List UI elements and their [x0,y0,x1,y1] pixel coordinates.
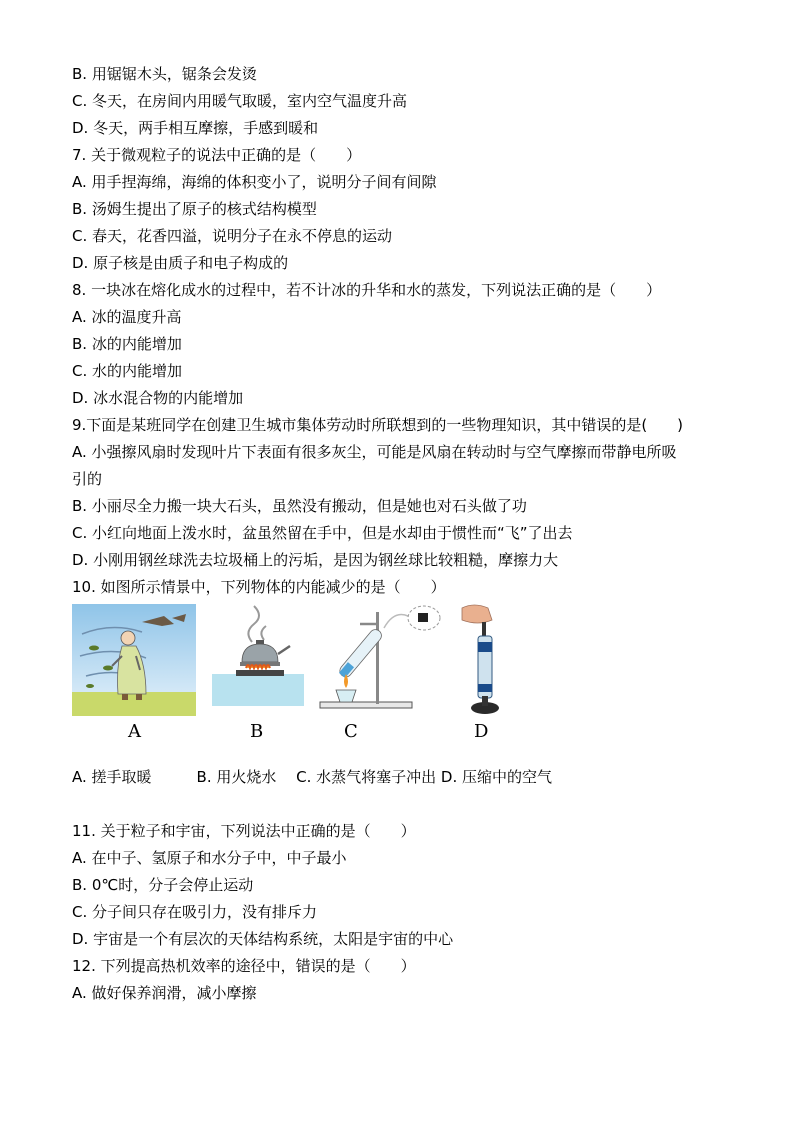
figure-a-person-in-wind [72,604,196,742]
q7-stem: 7. 关于微观粒子的说法中正确的是（ ） [72,146,362,164]
q11-option-a: A. 在中子、氢原子和水分子中，中子最小 [72,849,347,867]
figure-d-label: D [474,721,489,742]
q11-option-c: C. 分子间只存在吸引力，没有排斥力 [72,903,318,921]
figure-b-kettle-on-stove [212,604,304,742]
q12-option-a: A. 做好保养润滑，减小摩擦 [72,984,257,1002]
figure-d-air-compressor [452,604,514,742]
q12-stem: 12. 下列提高热机效率的途径中，错误的是（ ） [72,957,416,975]
q7-option-d: D. 原子核是由质子和电子构成的 [72,254,289,272]
q7-option-c: C. 春天，花香四溢，说明分子在永不停息的运动 [72,227,393,245]
figure-a-label: A [128,721,141,742]
q8-stem: 8. 一块冰在熔化成水的过程中，若不计冰的升华和水的蒸发，下列说法正确的是（ ） [72,281,662,299]
q7-option-a: A. 用手捏海绵，海绵的体积变小了，说明分子间有间隙 [72,173,437,191]
q10-figures [72,604,532,744]
q8-option-c: C. 水的内能增加 [72,362,183,380]
figure-b-label: B [250,721,264,742]
q6-option-b: B. 用锯锯木头，锯条会发烫 [72,65,257,83]
q9-option-b: B. 小丽尽全力搬一块大石头，虽然没有搬动，但是她也对石头做了功 [72,497,527,515]
q9-stem: 9.下面是某班同学在创建卫生城市集体劳动时所联想到的一些物理知识，其中错误的是( ) [72,416,684,434]
q8-option-d: D. 冰水混合物的内能增加 [72,389,244,407]
q9-option-c: C. 小红向地面上泼水时，盆虽然留在手中，但是水却由于惯性而“飞”了出去 [72,524,573,542]
q8-option-b: B. 冰的内能增加 [72,335,182,353]
q11-stem: 11. 关于粒子和宇宙，下列说法中正确的是（ ） [72,822,416,840]
q10-stem: 10. 如图所示情景中，下列物体的内能减少的是（ ） [72,578,446,596]
q9-option-a: A. 小强擦风扇时发现叶片下表面有很多灰尘，可能是风扇在转动时与空气摩擦而带静电所吸 [72,443,677,461]
q11-option-b: B. 0℃时，分子会停止运动 [72,876,254,894]
figure-c-label: C [344,721,358,742]
q9-option-d: D. 小刚用钢丝球洗去垃圾桶上的污垢，是因为钢丝球比较粗糙，摩擦力大 [72,551,559,569]
figure-c-test-tube-stopper [318,604,442,742]
q8-option-a: A. 冰的温度升高 [72,308,182,326]
q6-option-c: C. 冬天，在房间内用暖气取暖，室内空气温度升高 [72,92,408,110]
q10-options: A. 搓手取暖 B. 用火烧水 C. 水蒸气将塞子冲出 D. 压缩中的空气 [72,768,552,786]
q9-option-a-cont: 引的 [72,470,103,488]
q6-option-d: D. 冬天，两手相互摩擦，手感到暖和 [72,119,319,137]
q7-option-b: B. 汤姆生提出了原子的核式结构模型 [72,200,317,218]
q11-option-d: D. 宇宙是一个有层次的天体结构系统，太阳是宇宙的中心 [72,930,454,948]
